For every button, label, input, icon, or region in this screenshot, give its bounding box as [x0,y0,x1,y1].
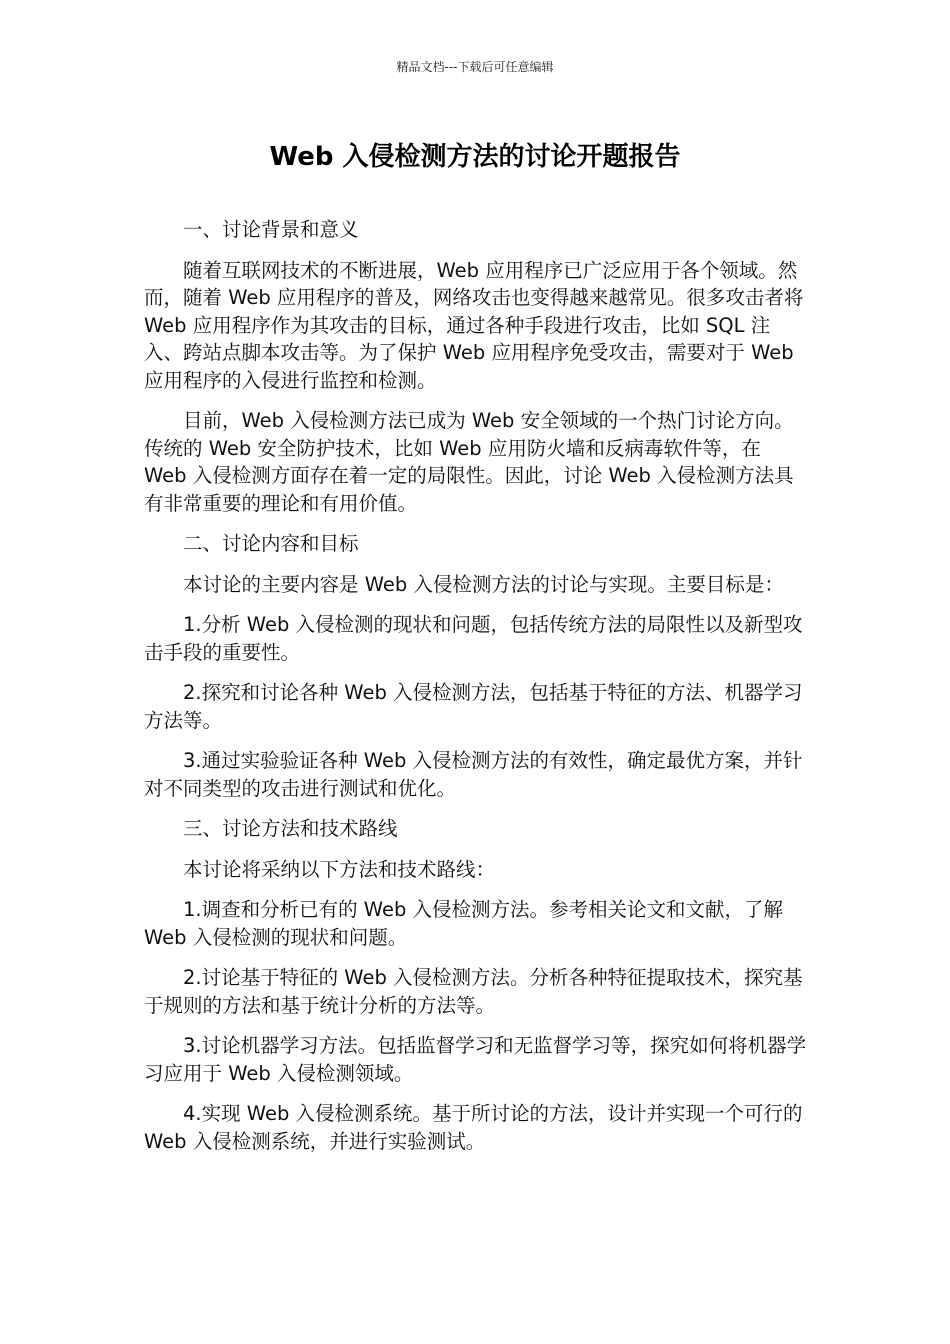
list-item: 1.调查和分析已有的 Web 入侵检测方法。参考相关论文和文献，了解 Web 入侵检测的现状和问题。 [144,898,784,949]
list-item: 3.讨论机器学习方法。包括监督学习和无监督学习等，探究如何将机器学习应用于 Web 入侵检测领域。 [144,1034,807,1085]
paragraph: 本讨论将采纳以下方法和技术路线： [183,857,496,881]
paragraph: 本讨论的主要内容是 Web 入侵检测方法的讨论与实现。主要目标是： [183,572,784,596]
section-heading-2: 二、讨论内容和目标 [183,532,359,555]
list-item: 1.分析 Web 入侵检测的现状和问题，包括传统方法的局限性以及新型攻击手段的重要性。 [144,613,803,664]
page-header: 精品文档---下载后可任意编辑 [396,60,554,74]
list-item: 4.实现 Web 入侵检测系统。基于所讨论的方法，设计并实现一个可行的 Web 入侵检测系统，并进行实验测试。 [144,1102,803,1153]
document-title: Web 入侵检测方法的讨论开题报告 [269,142,681,172]
list-item: 2.讨论基于特征的 Web 入侵检测方法。分析各种特征提取技术，探究基于规则的方法和基于统计分析的方法等。 [144,966,803,1017]
paragraph: 目前，Web 入侵检测方法已成为 Web 安全领域的一个热门讨论方向。传统的 Web 安全防护技术，比如 Web 应用防火墙和反病毒软件等，在 Web 入侵检测方面存在着一定的局限性。因此，讨论 Web 入侵检测方法具有非常重要的理论和有用价值。 [144,409,794,515]
list-item: 2.探究和讨论各种 Web 入侵检测方法，包括基于特征的方法、机器学习方法等。 [144,681,803,732]
document-body [144,216,809,1168]
section-heading-3: 三、讨论方法和技术路线 [183,817,398,840]
paragraph: 随着互联网技术的不断进展，Web 应用程序已广泛应用于各个领域。然而，随着 Web 应用程序的普及，网络攻击也变得越来越常见。很多攻击者将 Web 应用程序作为其攻击的目标，通过各种手段进行攻击，比如 SQL 注入、跨站点脚本攻击等。为了保护 Web 应用程序免受攻击，需要对于 Web 应用程序的入侵进行监控和检测。 [144,258,804,392]
list-item: 3.通过实验验证各种 Web 入侵检测方法的有效性，确定最优方案，并针对不同类型的攻击进行测试和优化。 [144,749,803,800]
section-heading-1: 一、讨论背景和意义 [183,218,359,241]
